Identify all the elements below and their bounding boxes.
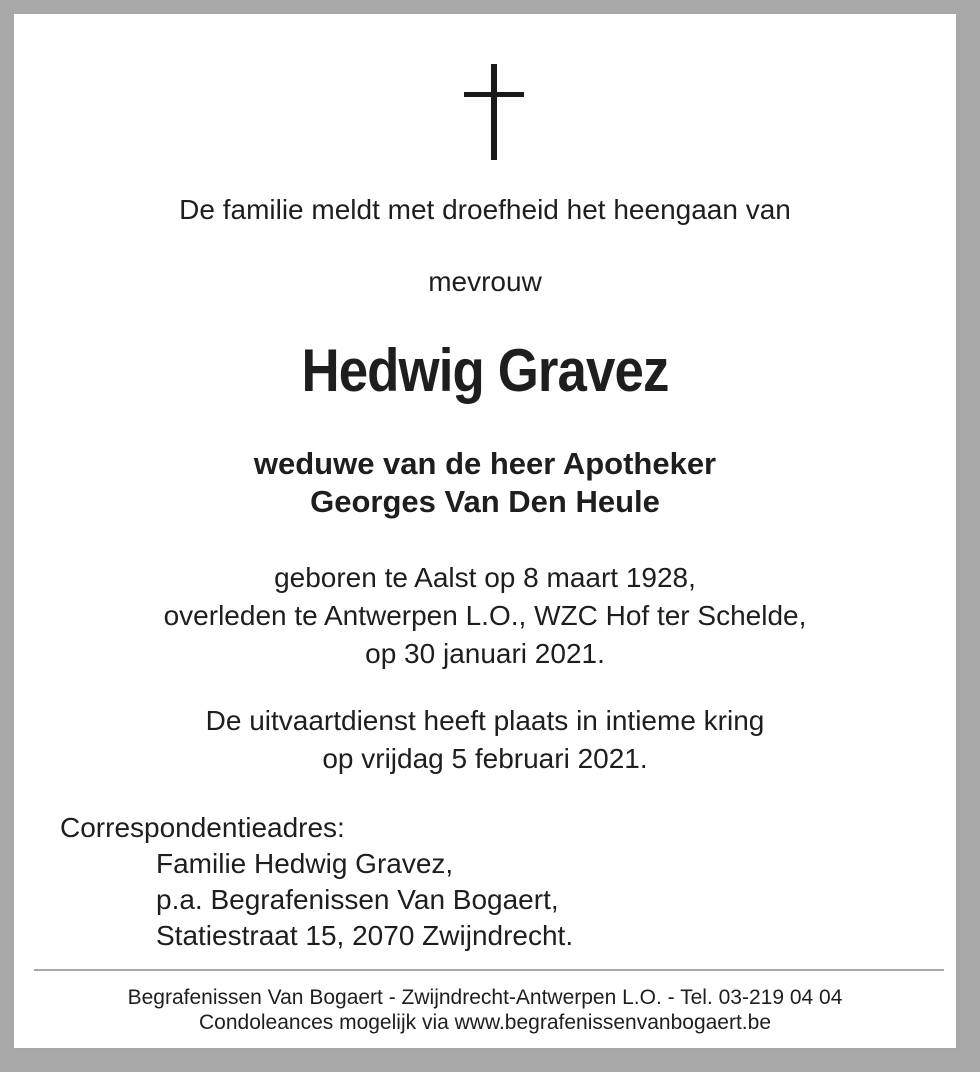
title-word: mevrouw [428,266,542,297]
spouse-line-1: weduwe van de heer Apotheker [253,446,717,481]
cross-horizontal-bar [464,92,524,97]
correspondence-line: Familie Hedwig Gravez, [156,848,454,879]
obituary-card [10,10,960,1052]
obituary-content [14,14,956,1048]
spouse-line-2: Georges Van Den Heule [310,484,660,519]
death-place-text: overleden te Antwerpen L.O., WZC Hof ter Schelde, [163,600,807,631]
intro-text: De familie meldt met droefheid het heengaan van [179,194,791,225]
footer-condolences: Condoleances mogelijk via www.begrafenissenvanbogaert.be [198,1011,771,1034]
death-date-text: op 30 januari 2021. [365,638,605,669]
funeral-line-1: De uitvaartdienst heeft plaats in intieme kring [205,705,765,736]
correspondence-line: Statiestraat 15, 2070 Zwijndrecht. [156,920,574,951]
cross-vertical-bar [491,64,497,160]
footer-divider [34,969,944,971]
correspondence-line: p.a. Begrafenissen Van Bogaert, [156,884,559,915]
correspondence-label: Correspondentieadres: [60,812,345,843]
funeral-line-2: op vrijdag 5 februari 2021. [322,743,648,774]
footer-contact: Begrafenissen Van Bogaert - Zwijndrecht-Antwerpen L.O. - Tel. 03-219 04 04 [127,986,843,1009]
birth-text: geboren te Aalst op 8 maart 1928, [274,562,696,593]
deceased-name: Hedwig Gravez [301,337,669,404]
cross-icon [464,64,524,160]
